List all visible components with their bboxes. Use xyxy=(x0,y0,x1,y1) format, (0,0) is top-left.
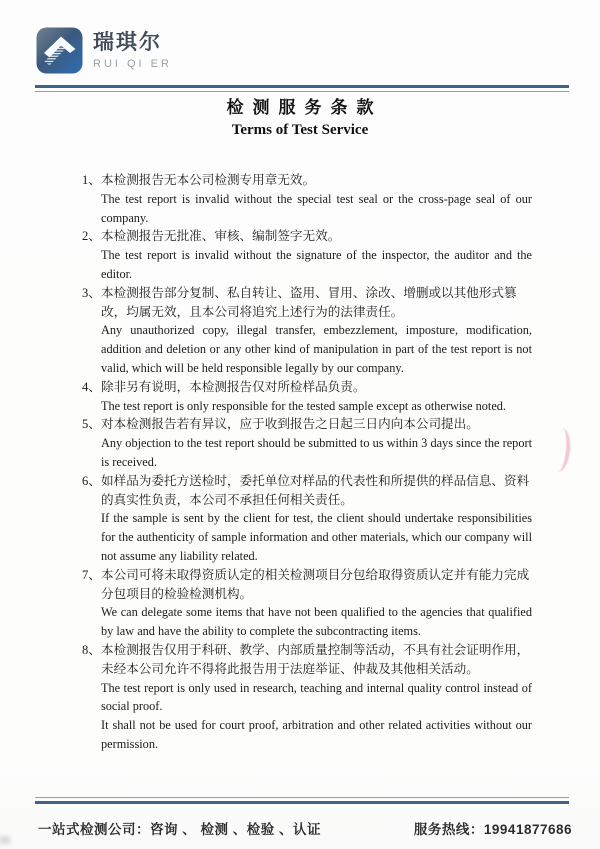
term-item-6 xyxy=(82,472,532,566)
term-number: 3、 xyxy=(82,285,101,300)
term-text-cn: 本检测报告无本公司检测专用章无效。 xyxy=(101,173,316,187)
seal-edge-artifact xyxy=(548,427,572,473)
term-text-cn: 本检测报告仅用于科研、教学、内部质量控制等活动，不具有社会证明作用，未经本公司允许不得将此报告用于法庭举证、仲裁及其他相关活动。 xyxy=(101,642,530,676)
term-text-en: It shall not be used for court proof, arbitration and other related activities without our permission. xyxy=(101,718,532,751)
term-text-cn: 如样品为委托方送检时，委托单位对样品的代表性和所提供的样品信息、资料的真实性负责，本公司不承担任何相关责任。 xyxy=(101,473,530,507)
logo-name-cn: 瑞琪尔 xyxy=(93,30,162,54)
term-text-cn: 本检测报告无批准、审核、编制签字无效。 xyxy=(101,229,341,244)
term-text-cn: 对本检测报告若有异议，应于收到报告之日起三日内向本公司提出。 xyxy=(101,417,479,432)
term-number: 4、 xyxy=(82,379,101,394)
company-logo xyxy=(36,27,172,74)
terms-list xyxy=(82,171,532,754)
term-text-en: We can delegate some items that have not been qualified to the agencies that qualified by law and have the ability to complete the subcontracting items. xyxy=(101,605,532,639)
header-divider-rule xyxy=(35,85,569,92)
footer xyxy=(38,818,572,838)
term-text-cn: 本公司可将未取得资质认定的相关检测项目分包给取得资质认定并有能力完成分包项目的检验检测机构。 xyxy=(101,567,530,601)
page-title-en: Terms of Test Service xyxy=(231,122,369,138)
logo-text xyxy=(93,31,172,71)
logo-name-en: RUI QI ER xyxy=(93,57,172,70)
term-item-5 xyxy=(82,415,532,471)
term-number: 5、 xyxy=(82,417,101,432)
footer-hotline-text: 服务热线：19941877686 xyxy=(413,822,572,837)
term-number: 8、 xyxy=(82,642,101,657)
term-text-en: The test report is invalid without the special test seal or the cross-page seal of our company. xyxy=(101,191,532,225)
term-text-en: Any unauthorized copy, illegal transfer, embezzlement, imposture, modification, addition and deletion or any other kind of manipulation in part of the test report is not valid, which will be held responsible legally by our company. xyxy=(101,323,532,375)
term-text-en: Any objection to the test report should be submitted to us within 3 days since the report is received. xyxy=(101,436,532,469)
term-item-4 xyxy=(82,378,532,416)
scan-smudge-artifact xyxy=(0,836,10,844)
term-number: 2、 xyxy=(82,229,101,244)
term-text-cn: 本检测报告部分复制、私自转让、盗用、冒用、涂改、增删或以其他形式篡改，均属无效，且本公司将追究上述行为的法律责任。 xyxy=(101,285,517,319)
term-text-en: The test report is only used in research, teaching and internal quality control instead of social proof. xyxy=(101,680,532,714)
page-title-cn: 检测服务条款 xyxy=(226,98,383,117)
term-text-en: The test report is only responsible for the tested sample except as otherwise noted. xyxy=(101,398,506,413)
term-number: 1、 xyxy=(82,173,101,187)
term-text-cn: 除非另有说明，本检测报告仅对所检样品负责。 xyxy=(101,379,366,394)
term-item-1 xyxy=(82,171,532,227)
footer-divider-rule xyxy=(35,797,569,804)
term-item-3 xyxy=(82,284,532,378)
term-text-en: The test report is invalid without the signature of the inspector, the auditor and the editor. xyxy=(101,248,532,281)
ruiqier-logo-swoosh-icon xyxy=(36,27,83,74)
term-item-8 xyxy=(82,641,532,754)
term-text-en: If the sample is sent by the client for test, the client should undertake responsibilities for the authenticity of sample information and other materials, which our company will not assume any liability related. xyxy=(101,511,532,563)
term-item-2 xyxy=(82,227,532,283)
term-number: 7、 xyxy=(82,567,101,582)
term-number: 6、 xyxy=(82,473,101,488)
footer-services-text: 一站式检测公司：咨询 、 检测 、检验 、认证 xyxy=(38,822,322,837)
term-item-7 xyxy=(82,566,532,641)
